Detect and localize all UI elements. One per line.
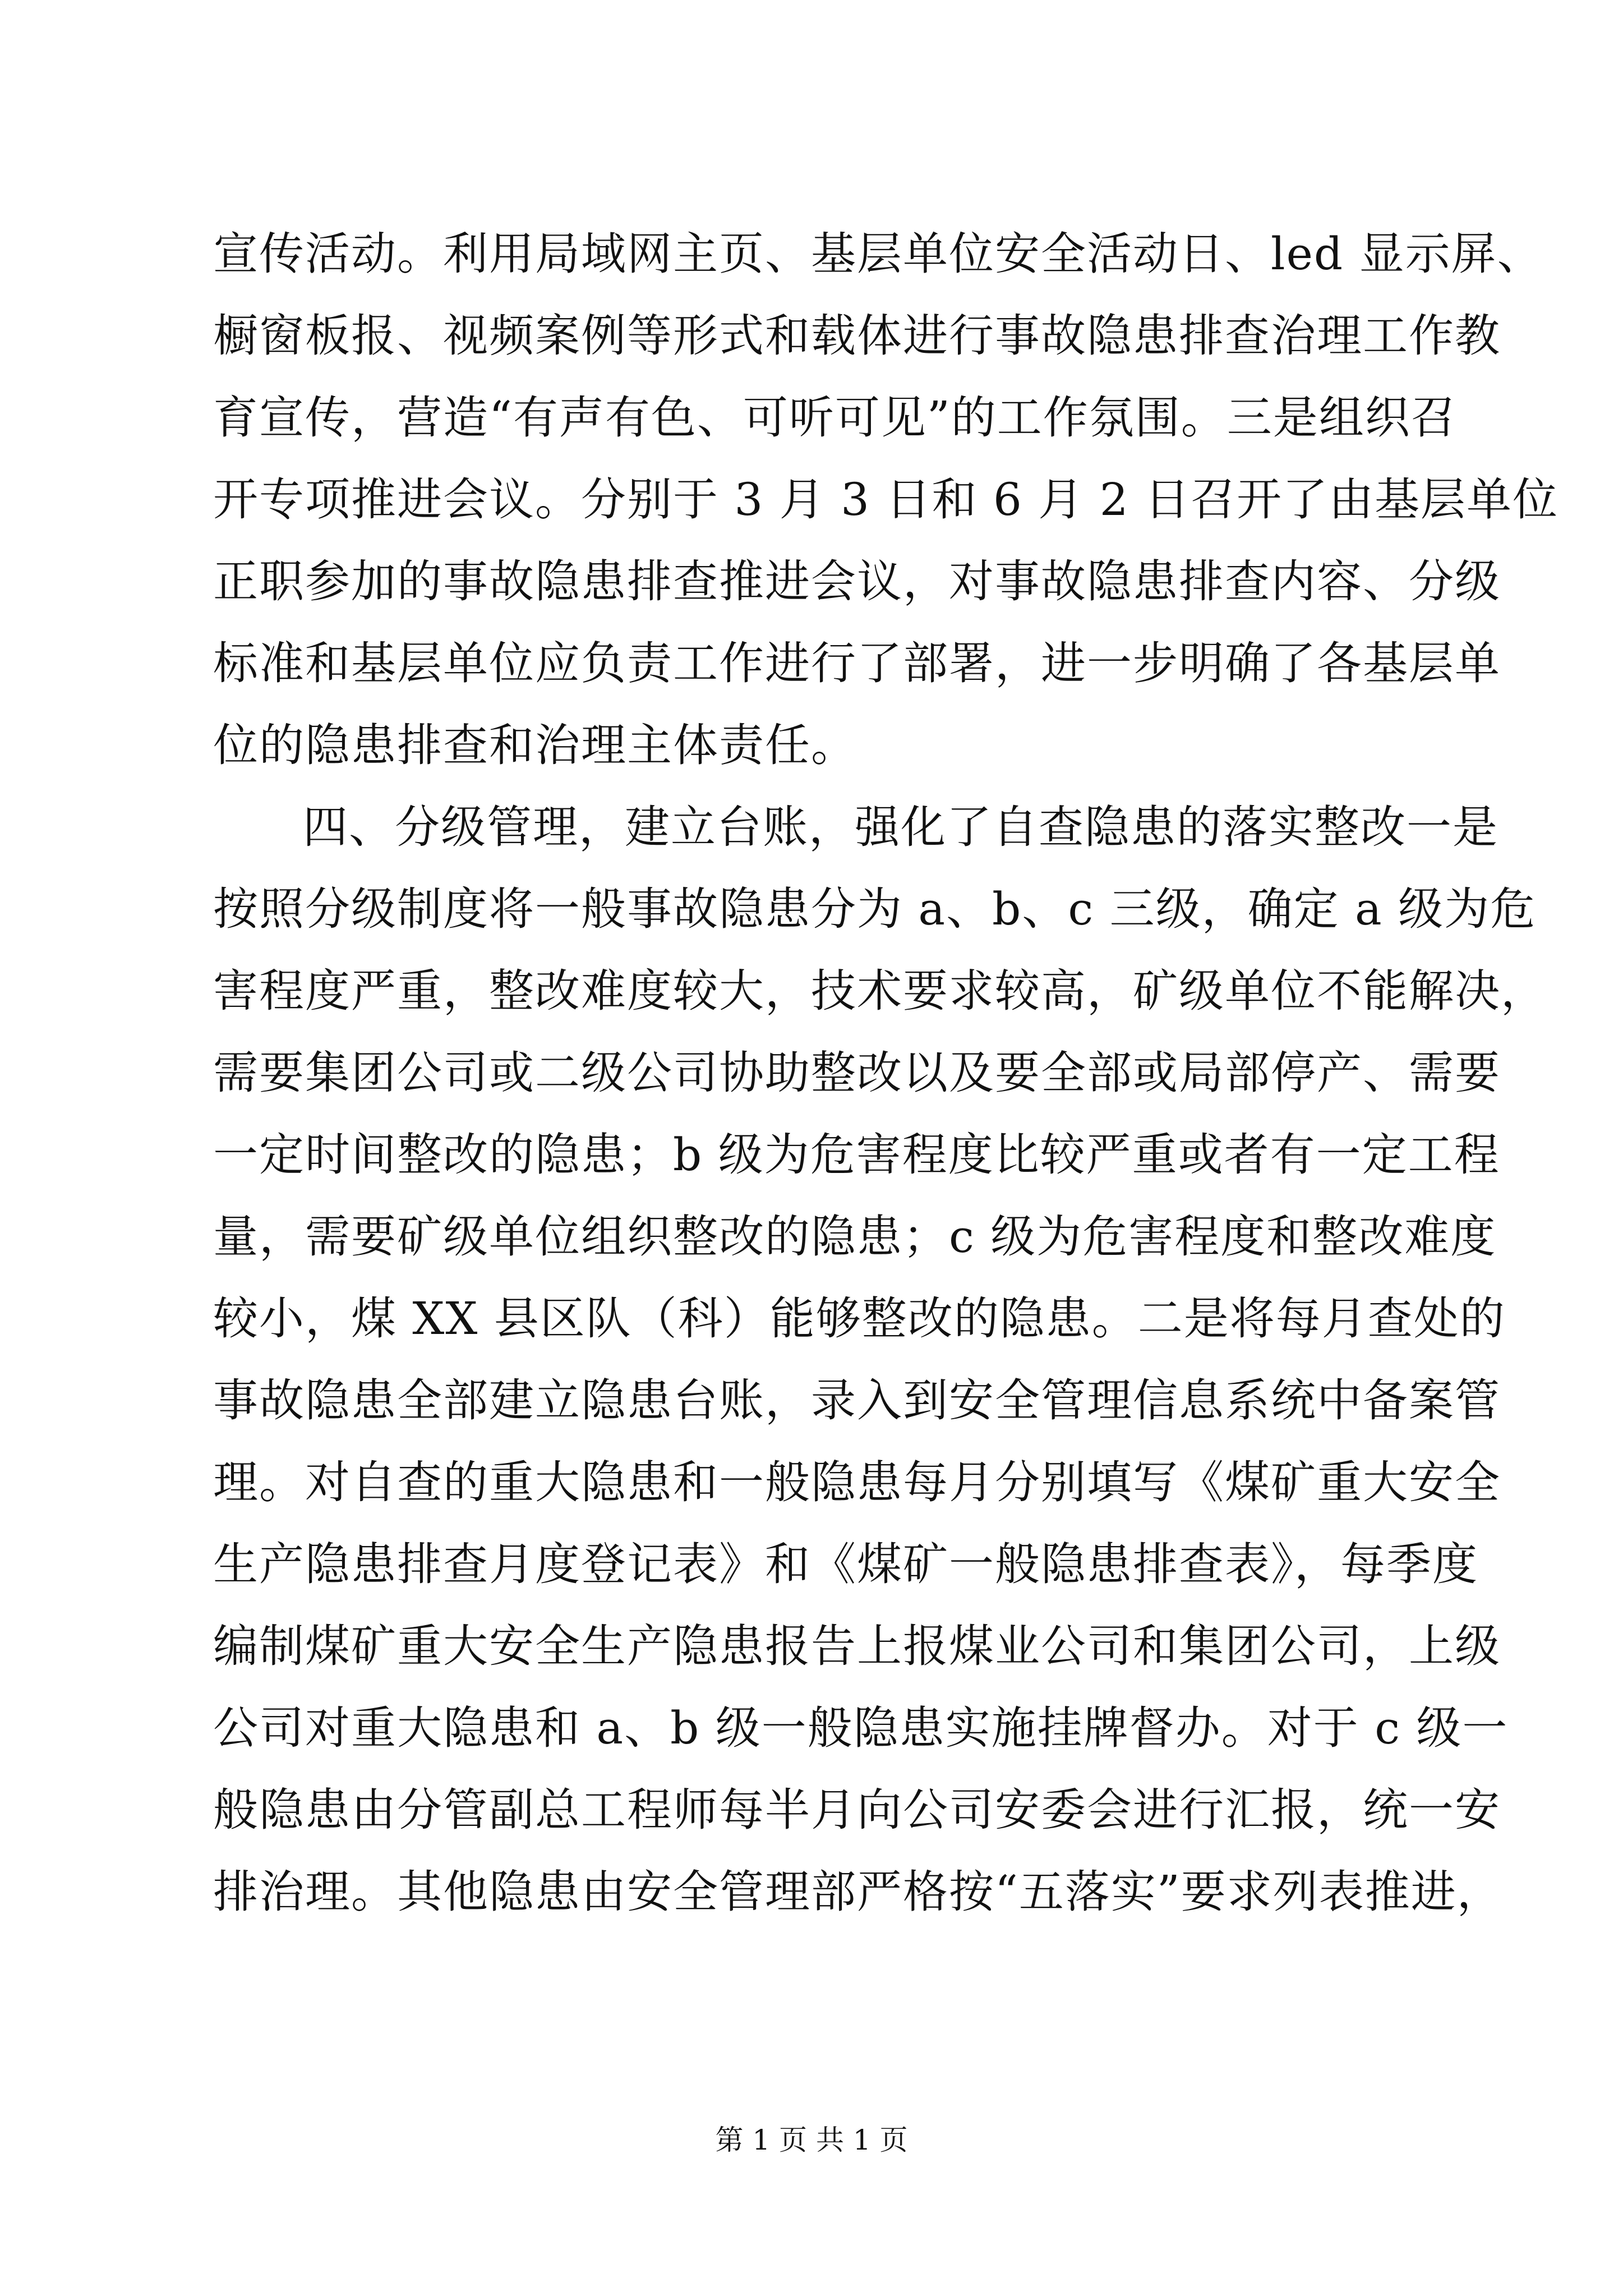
- text-line: 公司对重大隐患和 a、b 级一般隐患实施挂牌督办。对于 c 级一: [213, 1702, 1509, 1754]
- paragraph-start-line: 四、分级管理，建立台账，强化了自查隐患的落实整改一是: [303, 801, 1498, 853]
- text-line: 标准和基层单位应负责工作进行了部署，进一步明确了各基层单: [213, 637, 1501, 689]
- text-line: 按照分级制度将一般事故隐患分为 a、b、c 三级，确定 a 级为危: [213, 883, 1537, 935]
- text-line: 排治理。其他隐患由安全管理部严格按“五落实”要求列表推进，: [213, 1866, 1503, 1918]
- text-line: 橱窗板报、视频案例等形式和载体进行事故隐患排查治理工作教: [213, 310, 1501, 362]
- text-line: 理。对自查的重大隐患和一般隐患每月分别填写《煤矿重大安全: [213, 1456, 1501, 1508]
- text-line: 宣传活动。利用局域网主页、基层单位安全活动日、led 显示屏、: [213, 228, 1543, 280]
- text-line: 生产隐患排查月度登记表》和《煤矿一般隐患排查表》，每季度: [213, 1538, 1478, 1590]
- text-line: 育宣传，营造“有声有色、可听可见”的工作氛围。三是组织召: [213, 392, 1457, 444]
- text-line: 位的隐患排查和治理主体责任。: [213, 719, 857, 771]
- text-line: 一定时间整改的隐患；b 级为危害程度比较严重或者有一定工程: [213, 1129, 1500, 1181]
- text-line: 害程度严重，整改难度较大，技术要求较高，矿级单位不能解决，: [213, 965, 1547, 1017]
- text-line: 事故隐患全部建立隐患台账，录入到安全管理信息系统中备案管: [213, 1374, 1501, 1427]
- text-line: 量，需要矿级单位组织整改的隐患；c 级为危害程度和整改难度: [213, 1211, 1497, 1263]
- text-line: 需要集团公司或二级公司协助整改以及要全部或局部停产、需要: [213, 1047, 1501, 1099]
- page-footer: [0, 2123, 1623, 2157]
- text-line: 较小，煤 XX 县区队（科）能够整改的隐患。二是将每月查处的: [213, 1292, 1506, 1345]
- text-line: 开专项推进会议。分别于 3 月 3 日和 6 月 2 日召开了由基层单位: [213, 473, 1559, 526]
- body-text: [213, 213, 1559, 1933]
- text-line: 编制煤矿重大安全生产隐患报告上报煤业公司和集团公司，上级: [213, 1620, 1501, 1672]
- text-line: 般隐患由分管副总工程师每半月向公司安委会进行汇报，统一安: [213, 1784, 1501, 1836]
- text-line: 正职参加的事故隐患排查推进会议，对事故隐患排查内容、分级: [213, 555, 1501, 608]
- page-number: 第 1 页 共 1 页: [715, 2124, 908, 2156]
